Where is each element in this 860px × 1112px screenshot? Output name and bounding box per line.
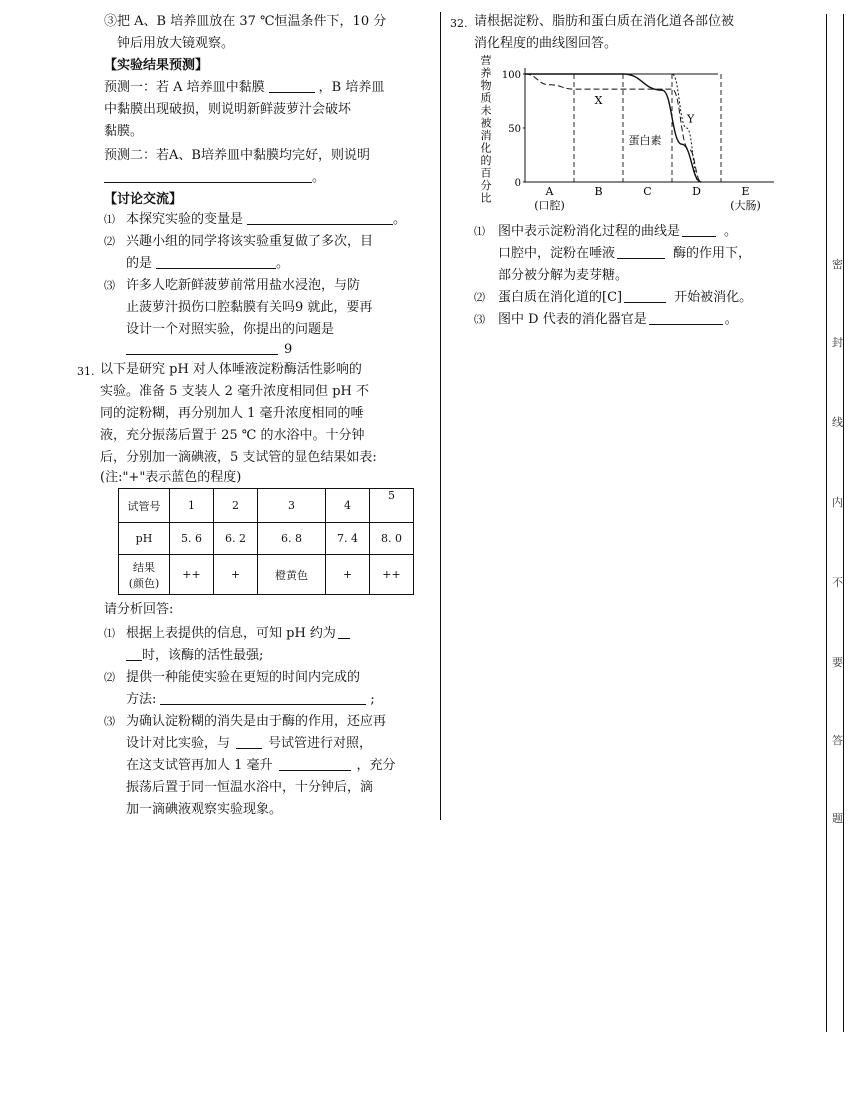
series-label: 蛋白素 <box>628 134 662 148</box>
q31-line1: 以下是研究 pH 对人体唾液淀粉酶活性影响的 <box>100 362 362 377</box>
b1-number: ⑴ <box>474 225 485 238</box>
a2-number: ⑵ <box>104 671 115 684</box>
y-axis-label-char: 消 <box>480 129 492 142</box>
prediction-one-line3: 黏膜。 <box>104 124 144 139</box>
y-axis-label-char: 化 <box>480 141 492 155</box>
margin-char: 题 <box>832 812 843 825</box>
table-cell: 8. 0 <box>370 523 414 555</box>
table-cell: 5 <box>370 489 414 523</box>
ph-results-table <box>118 488 414 595</box>
q31-line3: 同的淀粉糊，再分别加人 1 毫升浓度相同的唾 <box>100 406 364 421</box>
b1-line3: 部分被分解为麦芽糖。 <box>498 268 629 283</box>
b1-line1: 图中表示淀粉消化过程的曲线是 。 <box>498 224 738 239</box>
q31-line2: 实验。准备 5 支装人 2 毫升浓度相同但 pH 不 <box>100 384 369 399</box>
a1-line2: 时，该酶的活性最强; <box>126 646 263 666</box>
a3-line5: 加一滴碘液观察实验现象。 <box>126 802 283 817</box>
table-cell: 6. 2 <box>214 523 258 555</box>
series-line-Y <box>525 74 699 182</box>
q31-number: 31. <box>77 365 95 378</box>
y-axis-label-char: 比 <box>480 191 492 205</box>
q32-number: 32. <box>450 17 468 30</box>
q31-line4: 液，充分振荡后置于 25 ℃ 的水浴中。十分钟 <box>100 428 365 443</box>
y-axis-label-char: 质 <box>480 91 492 105</box>
table-cell: ++ <box>170 555 214 595</box>
d3-line2: 止菠萝汁损伤口腔黏膜有关吗9 就此，要再 <box>126 300 373 315</box>
y-tick-label: 0 <box>514 178 521 189</box>
q32-line2: 消化程度的曲线图回答。 <box>474 36 618 51</box>
table-cell: 橙黄色 <box>258 555 326 595</box>
y-axis-label-char: 分 <box>480 179 492 192</box>
q31-line6: (注:"+"表示蓝色的程度) <box>100 470 242 485</box>
d1-number: ⑴ <box>104 213 115 226</box>
table-header-cell: 结果 (颜色) <box>119 555 170 595</box>
x-category-label: C <box>643 185 652 198</box>
table-row <box>119 489 414 523</box>
a3-number: ⑶ <box>104 715 115 728</box>
q32-line1: 请根据淀粉、脂肪和蛋白质在消化道各部位被 <box>474 14 735 29</box>
b2-text: 蛋白质在消化道的[C] 开始被消化。 <box>498 290 753 305</box>
b1-line2: 口腔中，淀粉在唾液 酶的作用下， <box>498 246 752 261</box>
table-cell: + <box>214 555 258 595</box>
table-header-cell: pH <box>119 523 170 555</box>
table-cell: 5. 6 <box>170 523 214 555</box>
analyze-prompt: 请分析回答: <box>104 602 174 617</box>
table-cell: ++ <box>370 555 414 595</box>
column-divider <box>440 12 441 820</box>
x-category-note: (大肠) <box>730 199 761 212</box>
prediction-two-line1: 预测二：若A、B培养皿中黏膜均完好，则说明 <box>104 148 370 163</box>
x-category-label: D <box>692 185 701 198</box>
a3-line4: 振荡后置于同一恒温水浴中，十分钟后，滴 <box>126 780 374 795</box>
d2-line1: 兴趣小组的同学将该实验重复做了多次，目 <box>126 234 374 249</box>
margin-char: 密 <box>832 258 843 271</box>
b3-text: 图中 D 代表的消化器官是 。 <box>498 312 738 327</box>
table-cell: 6. 8 <box>258 523 326 555</box>
series-line-X <box>525 74 701 182</box>
table-cell: 2 <box>214 489 258 523</box>
a3-line3: 在这支试管再加人 1 毫升 ，充分 <box>126 758 396 773</box>
table-cell: 1 <box>170 489 214 523</box>
y-axis-label-char: 百 <box>480 166 492 180</box>
x-category-label: E <box>741 185 750 198</box>
d3-line3: 设计一个对照实验，你提出的问题是 <box>126 322 335 337</box>
prediction-one-line1: 预测一：若 A 培养皿中黏膜 ，B 培养皿 <box>104 80 385 95</box>
a3-line2: 设计对比实验，与 号试管进行对照， <box>126 736 373 751</box>
y-axis-label-char: 的 <box>480 154 492 167</box>
margin-char: 答 <box>832 734 843 747</box>
x-category-note: (口腔) <box>534 199 565 212</box>
margin-char: 不 <box>832 576 843 589</box>
d1-text: 本探究实验的变量是 。 <box>126 212 407 227</box>
results-heading: 【实验结果预测】 <box>104 58 209 73</box>
a1-line1: 根据上表提供的信息，可知 pH 约为 <box>126 624 350 644</box>
d2-line2: 的是 。 <box>126 256 290 271</box>
a1-number: ⑴ <box>104 627 115 640</box>
margin-char: 封 <box>832 336 843 349</box>
margin-char: 要 <box>832 656 843 669</box>
margin-line-left <box>826 14 827 1032</box>
digestion-chart <box>470 54 790 220</box>
margin-char: 内 <box>832 496 843 509</box>
y-tick-label: 100 <box>501 70 521 81</box>
q31-line5: 后，分别加一滴碘液，5 支试管的显色结果如表: <box>100 450 377 465</box>
table-cell: 7. 4 <box>326 523 370 555</box>
y-tick-label: 50 <box>508 124 521 135</box>
d2-number: ⑵ <box>104 235 115 248</box>
table-row <box>119 523 414 555</box>
d3-number: ⑶ <box>104 279 115 292</box>
step3-line1: ③把 A、B 培养皿放在 37 ℃恒温条件下，10 分 <box>104 14 387 29</box>
x-category-label: B <box>594 185 603 198</box>
a3-line1: 为确认淀粉糊的消失是由于酶的作用，还应再 <box>126 714 387 729</box>
a2-line2: 方法: ; <box>126 692 375 707</box>
y-axis-label-char: 未 <box>480 104 492 117</box>
table-header-cell: 试管号 <box>119 489 170 523</box>
a2-line1: 提供一种能使实验在更短的时间内完成的 <box>126 670 361 685</box>
x-category-label: A <box>545 185 554 198</box>
b2-number: ⑵ <box>474 291 485 304</box>
series-label: Y <box>686 112 695 126</box>
series-line-蛋白素 <box>525 74 701 182</box>
y-axis-label-char: 养 <box>480 66 492 80</box>
d3-line4: 9 <box>126 340 292 360</box>
discussion-heading: 【讨论交流】 <box>104 192 183 207</box>
y-axis-label-char: 被 <box>480 116 492 130</box>
table-cell: 3 <box>258 489 326 523</box>
y-axis-label-char: 营 <box>480 54 492 67</box>
margin-char: 线 <box>832 416 843 429</box>
margin-line-right <box>843 14 844 1032</box>
prediction-two-line2: 。 <box>104 168 325 188</box>
step3-line2: 钟后用放大镜观察。 <box>117 36 235 51</box>
y-axis-label-char: 物 <box>480 79 492 92</box>
d3-line1: 许多人吃新鲜菠萝前常用盐水浸泡，与防 <box>126 278 361 293</box>
b3-number: ⑶ <box>474 313 485 326</box>
table-row <box>119 555 414 595</box>
prediction-one-line2: 中黏膜出现破损，则说明新鲜菠萝汁会破坏 <box>104 102 352 117</box>
series-label: X <box>594 94 603 108</box>
table-cell: + <box>326 555 370 595</box>
table-cell: 4 <box>326 489 370 523</box>
